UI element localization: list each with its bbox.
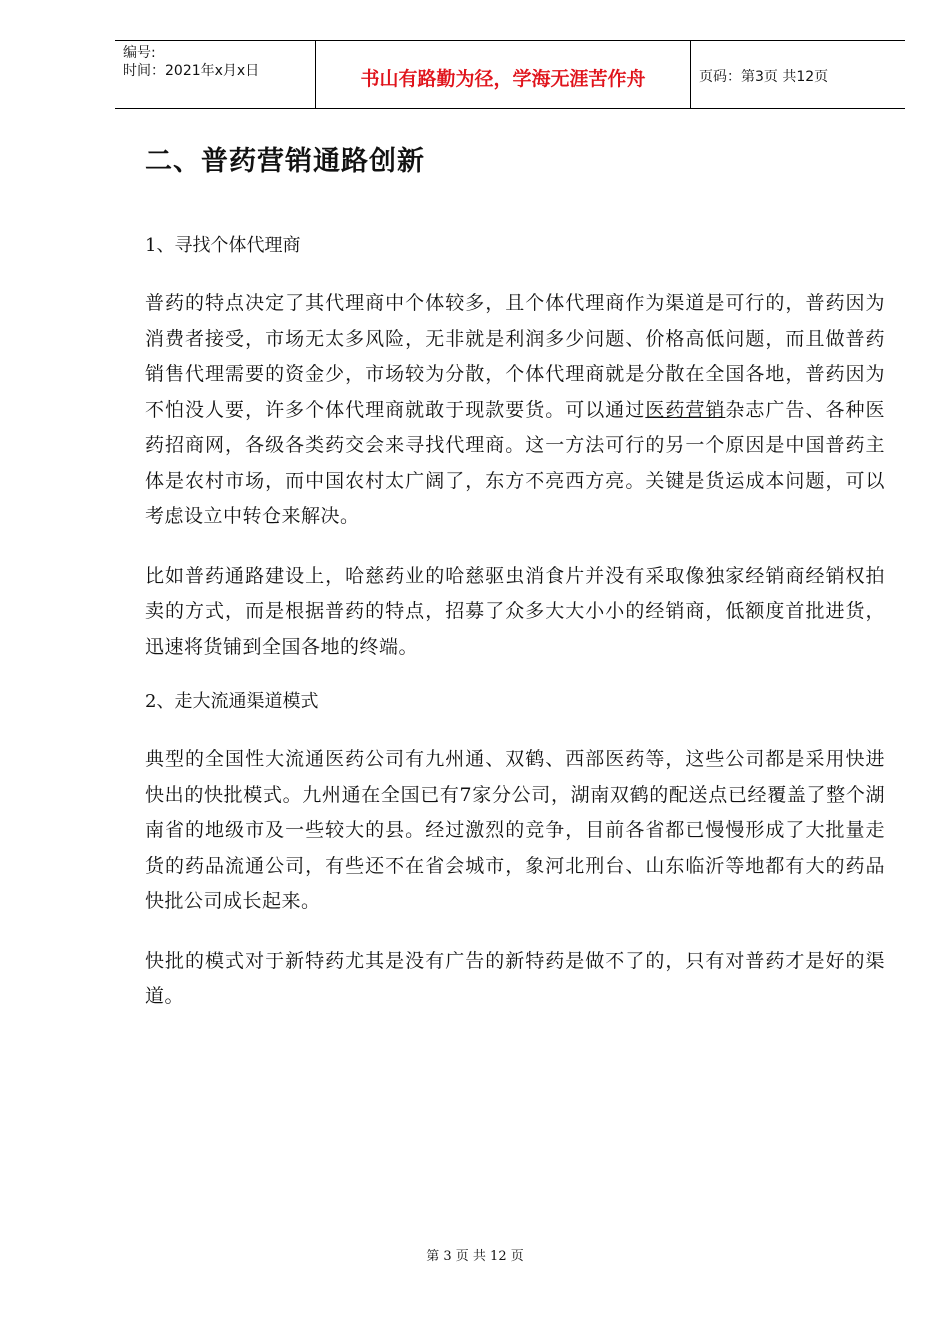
header-page-cell (691, 41, 905, 108)
paragraph-4: 快批的模式对于新特药尤其是没有广告的新特药是做不了的，只有对普药才是好的渠道。 (145, 949, 885, 1007)
page-header (115, 40, 905, 109)
header-page-code: 页码：第3页 共12页 (699, 69, 829, 85)
document-date-label: 时间：2021年x月x日 (123, 63, 260, 79)
document-body (145, 140, 885, 1015)
medical-marketing-link[interactable]: 医药营销 (645, 398, 726, 421)
header-motto-cell (316, 41, 691, 108)
header-meta-cell (115, 41, 316, 108)
paragraph-1 (145, 286, 885, 535)
paragraph-1-text-b: 杂志广告、各种医药招商网，各级各类药交会来寻找代理商。这一方法可行的另一个原因是中国普药主体是农村市场，而中国农村太广阔了，东方不亮西方亮。关键是货运成本问题，可以考虑设立中转仓来解决。 (145, 398, 885, 527)
paragraph-2: 比如普药通路建设上，哈慈药业的哈慈驱虫消食片并没有采取像独家经销商经销权拍卖的方式，而是根据普药的特点，招募了众多大大小小的经销商，低额度首批进货，迅速将货铺到全国各地的终端。 (145, 564, 885, 658)
header-motto: 书山有路勤为径，学海无涯苦作舟 (360, 68, 646, 90)
document-number-label: 编号: (123, 45, 156, 61)
subsection-heading-2: 2、走大流通渠道模式 (145, 691, 319, 712)
paragraph-3: 典型的全国性大流通医药公司有九州通、双鹤、西部医药等，这些公司都是采用快进快出的快批模式。九州通在全国已有7家分公司，湖南双鹤的配送点已经覆盖了整个湖南省的地级市及一些较大的县。经过激烈的竞争，目前各省都已慢慢形成了大批量走货的药品流通公司，有些还不在省会城市，象河北刑台、山东临沂等地都有大的药品快批公司成长起来。 (145, 748, 885, 912)
subsection-heading-1: 1、寻找个体代理商 (145, 235, 301, 256)
paragraph-1-text-a: 普药的特点决定了其代理商中个体较多，且个体代理商作为渠道是可行的，普药因为消费者接受，市场无太多风险，无非就是利润多少问题、价格高低问题，而且做普药销售代理需要的资金少，市场较为分散，个体代理商就是分散在全国各地，普药因为不怕没人要，许多个体代理商就敢于现款要货。可以通过 (145, 292, 885, 421)
section-title: 二、普药营销通路创新 (145, 146, 425, 177)
page-footer: 第 3 页 共 12 页 (426, 1249, 524, 1264)
